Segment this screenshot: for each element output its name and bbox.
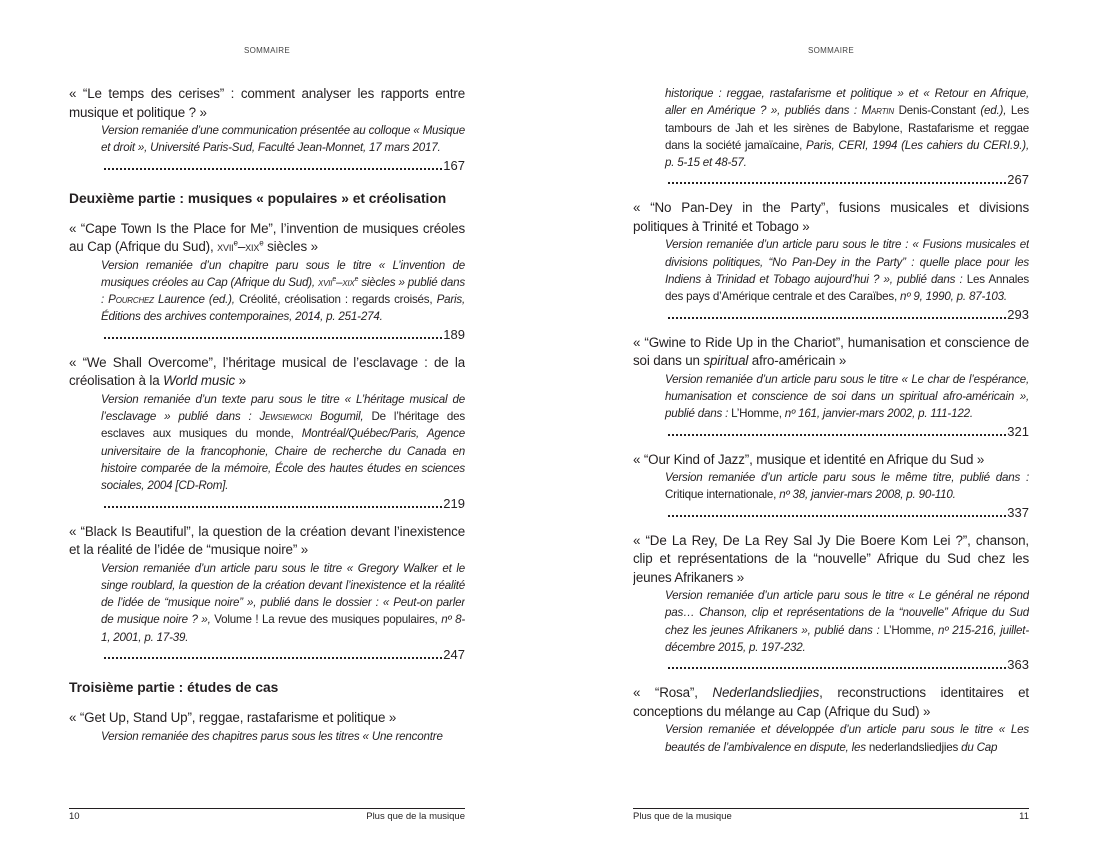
right-page <box>633 0 1029 866</box>
entry-title <box>69 709 465 728</box>
entry-title <box>69 220 465 257</box>
entry-source-note <box>665 587 1029 656</box>
text-segment: e <box>233 238 238 248</box>
page-reference[interactable] <box>104 326 465 343</box>
toc-entry <box>69 220 465 343</box>
page-reference[interactable] <box>104 495 465 512</box>
folio: 11 <box>1019 811 1029 822</box>
text-segment: Version remaniée d’un article paru sous le titre « Le char de l’espérance, humanisation et conscience de soi dans un spiritual afro-américain », publié dans : <box>665 372 1029 421</box>
toc-body <box>69 85 465 785</box>
entry-source-note <box>101 391 465 495</box>
text-segment: historique : reggae, rastafarisme et politique » et « Retour en Afrique, aller en Amérique ? », publiés dans : <box>665 87 1029 118</box>
text-segment: « “Get Up, Stand Up”, reggae, rastafarisme et politique » <box>69 710 397 726</box>
text-segment: « “Black Is Beautiful”, la question de la création devant l’inexistence et la réalité de l’idée de “musique noire” » <box>69 523 465 558</box>
section-heading: Troisième partie : études de cas <box>69 680 279 696</box>
leader-dots <box>104 506 442 508</box>
toc-body <box>633 85 1029 785</box>
entry-source-note <box>101 728 465 745</box>
toc-entry <box>69 709 465 745</box>
page-number: 293 <box>1007 306 1029 322</box>
text-segment: afro-américain » <box>748 353 847 369</box>
section-heading: Deuxième partie : musiques « populaires » et créolisation <box>69 190 447 206</box>
leader-dots <box>668 515 1006 517</box>
text-segment: Nederlandsliedjies <box>712 685 820 701</box>
text-segment: Denis-Constant <box>893 104 981 118</box>
text-segment: e <box>354 276 359 284</box>
entry-source-note <box>665 721 1029 756</box>
leader-dots <box>104 168 442 170</box>
text-segment: « “We Shall Overcome”, l’héritage musical de l’esclavage : de la créolisation à la <box>69 354 465 389</box>
running-head: SOMMAIRE <box>244 46 290 55</box>
text-segment: Version remaniée et développée d’un article paru sous le titre « Les beautés de l’ambivalence en dispute, les <box>665 723 1029 754</box>
page-reference[interactable] <box>668 306 1029 323</box>
entry-title <box>69 354 465 391</box>
text-segment: Version remaniée d’un chapitre paru sous le titre « L’invention de musiques créoles au Cap (Afrique du Sud), <box>101 258 465 289</box>
page-reference[interactable] <box>668 171 1029 188</box>
toc-entry <box>633 532 1029 674</box>
text-segment: L’Homme, <box>731 407 785 421</box>
entry-title <box>633 684 1029 721</box>
text-segment: « “Our Kind of Jazz”, musique et identité en Afrique du Sud » <box>633 451 985 467</box>
text-segment: e <box>259 238 264 248</box>
page-number: 337 <box>1007 504 1029 520</box>
toc-entry <box>69 85 465 174</box>
left-page <box>69 0 465 866</box>
text-segment: nº 215-216, juillet-décembre 2015, p. 197-232. <box>665 623 1029 655</box>
text-segment: L’Homme, <box>883 623 938 637</box>
entry-source-note <box>665 85 1029 171</box>
page-number: 167 <box>443 157 465 173</box>
entry-source-note <box>665 371 1029 423</box>
page-footer <box>633 808 1029 822</box>
text-segment: « “No Pan-Dey in the Party”, fusions musicales et divisions politiques à Trinité et Tobago » <box>633 200 1029 234</box>
text-segment: Jewsiewicki <box>259 410 312 424</box>
page-number: 267 <box>1007 172 1029 188</box>
text-segment: , reconstructions identitaires et conceptions du mélange au Cap (Afrique du Sud) » <box>633 685 1029 719</box>
page-reference[interactable] <box>104 646 465 663</box>
leader-dots <box>668 182 1006 184</box>
entry-title <box>69 523 465 560</box>
page-reference[interactable] <box>668 423 1029 440</box>
entry-title <box>633 532 1029 588</box>
text-segment: xvii <box>217 239 234 255</box>
entry-title <box>633 199 1029 236</box>
text-segment: (ed.), <box>980 104 1011 118</box>
text-segment: Montréal/Québec/Paris, Agence universitaire de la francophonie, Chaire de recherche du Canada en histoire comparée de la mémoire, École des hautes études en sciences sociales, 2004 [CD-Rom]. <box>101 427 465 493</box>
entry-source-note <box>101 560 465 646</box>
text-segment: Les Annales des pays d’Amérique centrale et des Caraïbes, <box>665 273 1029 304</box>
text-segment: « “Le temps des cerises” : comment analyser les rapports entre musique et politique ? » <box>69 86 465 120</box>
text-segment: Version remaniée des chapitres parus sous les titres « Une rencontre <box>101 729 443 743</box>
text-segment: – <box>336 275 343 289</box>
page-number: 219 <box>443 495 465 511</box>
page-reference[interactable] <box>668 656 1029 673</box>
text-segment: Version remaniée d’un article paru sous le titre « Gregory Walker et le singe roublard, la question de la création devant l’inexistence et la réalité de l’idée de “musique noire” », publié dans le dossier : « Peut-on parler de musique noire ? », <box>101 561 465 627</box>
toc-entry <box>633 334 1029 440</box>
text-segment: Critique internationale, <box>665 488 780 502</box>
entry-source-note <box>665 236 1029 305</box>
page-number: 321 <box>1007 423 1029 439</box>
page-reference[interactable] <box>104 157 465 174</box>
page-number: 189 <box>443 326 465 342</box>
text-segment: nº 38, janvier-mars 2008, p. 90-110. <box>779 488 956 502</box>
entry-source-note <box>101 122 465 157</box>
toc-entry <box>633 451 1029 521</box>
leader-dots <box>104 657 442 659</box>
text-segment: Paris, CERI, 1994 (Les cahiers du CERI.9.), p. 5-15 et 48-57. <box>665 138 1029 170</box>
text-segment: Paris, Éditions des archives contemporaines, 2014, p. 251-274. <box>101 293 465 324</box>
toc-entry <box>69 354 465 512</box>
text-segment: World music <box>163 373 236 389</box>
text-segment: Version remaniée d’un article paru sous le même titre, publié dans : <box>665 471 1029 485</box>
text-segment: Créolité, créolisation : regards croisés, <box>238 293 437 307</box>
text-segment: Version remaniée d’une communication présentée au colloque « Musique et droit », Université Paris-Sud, Faculté Jean-Monnet, 17 mars 2017. <box>101 124 465 155</box>
entry-title <box>633 451 1029 470</box>
page-footer <box>69 808 465 822</box>
text-segment: nº 9, 1990, p. 87-103. <box>900 290 1007 304</box>
running-head: SOMMAIRE <box>808 46 854 55</box>
text-segment: nº 161, janvier-mars 2002, p. 111-122. <box>784 407 973 421</box>
text-segment: Bogumil, <box>311 410 372 424</box>
text-segment: Version remaniée d’un texte paru sous le titre « L’héritage musical de l’esclavage » publié dans : <box>101 392 465 424</box>
text-segment: « “De La Rey, De La Rey Sal Jy Die Boere Kom Lei ?”, chanson, clip et représentations de la “nouvelle” Afrique du Sud chez les jeunes Afrikaners » <box>633 532 1029 585</box>
entry-title <box>633 334 1029 371</box>
text-segment: Martin <box>861 104 894 118</box>
text-segment: « “Cape Town Is the Place for Me”, l’invention de musiques créoles au Cap (Afrique du Sud), <box>69 220 465 255</box>
leader-dots <box>668 667 1006 669</box>
text-segment: – <box>237 239 246 255</box>
text-segment: nederlandsliedjies <box>868 740 959 754</box>
footer-book-title: Plus que de la musique <box>633 811 732 822</box>
toc-entry <box>633 85 1029 188</box>
footer-book-title: Plus que de la musique <box>366 811 465 822</box>
toc-entry <box>633 199 1029 322</box>
text-segment: e <box>332 276 337 284</box>
toc-entry <box>69 523 465 663</box>
text-segment: Pourchez <box>108 293 154 307</box>
page-number: 247 <box>443 647 465 663</box>
text-segment: De l’héritage des esclaves aux musiques du monde, <box>101 410 465 441</box>
entry-title <box>69 85 465 122</box>
text-segment: Version remaniée d’un article paru sous le titre « Le général ne répond pas… Chanson, clip et représentations de la “nouvelle” Afrique du Sud chez les jeunes Afrikaners », publié dans : <box>665 589 1029 637</box>
leader-dots <box>104 337 442 339</box>
text-segment: xvii <box>318 275 333 289</box>
page-number: 363 <box>1007 657 1029 673</box>
page-reference[interactable] <box>668 504 1029 521</box>
text-segment: xix <box>342 275 355 289</box>
text-segment: « “Gwine to Ride Up in the Chariot”, humanisation et conscience de soi dans un <box>633 334 1029 369</box>
folio: 10 <box>69 811 80 822</box>
entry-source-note <box>665 469 1029 504</box>
leader-dots <box>668 317 1006 319</box>
text-segment: xix <box>245 239 260 255</box>
entry-source-note <box>101 257 465 326</box>
text-segment: Version remaniée d’un article paru sous le titre : « Fusions musicales et divisions politiques, “No Pan-Dey in the Party” : quelle place pour les Indiens à Trinidad et Tobago aujourd’hui ? », publié dans : <box>665 238 1029 287</box>
text-segment: « “Rosa”, <box>633 685 713 701</box>
toc-entry <box>633 684 1029 756</box>
text-segment: Laurence (ed.), <box>153 293 239 307</box>
text-segment: spiritual <box>703 353 749 369</box>
leader-dots <box>668 434 1006 436</box>
text-segment: du Cap <box>958 740 998 754</box>
text-segment: nº 8-1, 2001, p. 17-39. <box>101 613 465 644</box>
text-segment: Les tambours de Jah et les sirènes de Babylone, Rastafarisme et reggae dans la société jamaïcaine, <box>665 104 1029 152</box>
text-segment: siècles » publié dans : <box>101 275 465 307</box>
text-segment: » <box>235 373 246 389</box>
text-segment: siècles » <box>263 239 318 255</box>
text-segment: Volume ! La revue des musiques populaires, <box>214 613 442 627</box>
